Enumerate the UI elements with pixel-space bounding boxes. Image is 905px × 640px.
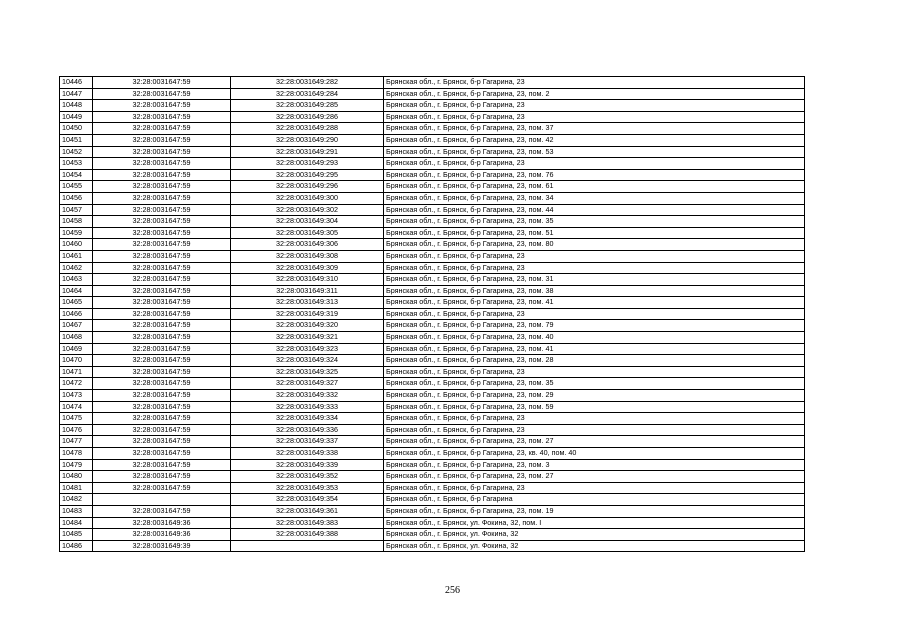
- cadastral-number-object: 32:28:0031649:296: [231, 181, 384, 193]
- table-row: [60, 192, 805, 204]
- cadastral-number-object: 32:28:0031649:323: [231, 343, 384, 355]
- row-number: 10486: [60, 540, 93, 552]
- cadastral-number-land: 32:28:0031647:59: [93, 181, 231, 193]
- cadastral-number-land: 32:28:0031647:59: [93, 274, 231, 286]
- address-cell: Брянская обл., г. Брянск, б-р Гагарина, 23, пом. 79: [384, 320, 805, 332]
- cadastral-number-object: 32:28:0031649:353: [231, 482, 384, 494]
- cadastral-number-land: 32:28:0031647:59: [93, 308, 231, 320]
- address-cell: Брянская обл., г. Брянск, б-р Гагарина, 23: [384, 308, 805, 320]
- cadastral-number-object: 32:28:0031649:286: [231, 111, 384, 123]
- table-row: [60, 448, 805, 460]
- cadastral-number-object: 32:28:0031649:293: [231, 158, 384, 170]
- cadastral-number-object: 32:28:0031649:333: [231, 401, 384, 413]
- cadastral-number-land: 32:28:0031647:59: [93, 111, 231, 123]
- table-row: [60, 274, 805, 286]
- address-cell: Брянская обл., г. Брянск, б-р Гагарина, 23, пом. 37: [384, 123, 805, 135]
- row-number: 10477: [60, 436, 93, 448]
- row-number: 10462: [60, 262, 93, 274]
- table-row: [60, 111, 805, 123]
- address-cell: Брянская обл., г. Брянск, б-р Гагарина, 23, кв. 40, пом. 40: [384, 448, 805, 460]
- address-cell: Брянская обл., г. Брянск, б-р Гагарина, 23: [384, 100, 805, 112]
- row-number: 10471: [60, 366, 93, 378]
- row-number: 10464: [60, 285, 93, 297]
- cadastral-number-object: 32:28:0031649:338: [231, 448, 384, 460]
- cadastral-number-object: 32:28:0031649:383: [231, 517, 384, 529]
- address-cell: Брянская обл., г. Брянск, б-р Гагарина, 23, пом. 76: [384, 169, 805, 181]
- cadastral-number-land: 32:28:0031649:36: [93, 529, 231, 541]
- cadastral-number-land: 32:28:0031649:36: [93, 517, 231, 529]
- cadastral-number-land: 32:28:0031647:59: [93, 216, 231, 228]
- table-row: [60, 355, 805, 367]
- cadastral-number-object: 32:28:0031649:282: [231, 77, 384, 89]
- table-row: [60, 216, 805, 228]
- address-cell: Брянская обл., г. Брянск, б-р Гагарина, 23, пом. 41: [384, 343, 805, 355]
- cadastral-number-land: 32:28:0031647:59: [93, 332, 231, 344]
- address-cell: Брянская обл., г. Брянск, б-р Гагарина, 23, пом. 35: [384, 378, 805, 390]
- cadastral-number-object: 32:28:0031649:308: [231, 250, 384, 262]
- address-cell: Брянская обл., г. Брянск, б-р Гагарина, 23, пом. 3: [384, 459, 805, 471]
- row-number: 10483: [60, 505, 93, 517]
- cadastral-number-object: 32:28:0031649:354: [231, 494, 384, 506]
- cadastral-number-land: 32:28:0031649:39: [93, 540, 231, 552]
- cadastral-number-land: 32:28:0031647:59: [93, 297, 231, 309]
- cadastral-number-land: 32:28:0031647:59: [93, 413, 231, 425]
- cadastral-number-land: 32:28:0031647:59: [93, 424, 231, 436]
- cadastral-number-object: 32:28:0031649:305: [231, 227, 384, 239]
- cadastral-number-land: 32:28:0031647:59: [93, 134, 231, 146]
- address-cell: Брянская обл., г. Брянск, б-р Гагарина, 23, пом. 51: [384, 227, 805, 239]
- row-number: 10448: [60, 100, 93, 112]
- address-cell: Брянская обл., г. Брянск, б-р Гагарина, 23, пом. 42: [384, 134, 805, 146]
- cadastral-number-object: 32:28:0031649:336: [231, 424, 384, 436]
- cadastral-number-land: 32:28:0031647:59: [93, 459, 231, 471]
- address-cell: Брянская обл., г. Брянск, б-р Гагарина, 23: [384, 250, 805, 262]
- table-row: [60, 134, 805, 146]
- table-row: [60, 297, 805, 309]
- table-row: [60, 366, 805, 378]
- address-cell: Брянская обл., г. Брянск, б-р Гагарина, 23: [384, 366, 805, 378]
- cadastral-number-land: 32:28:0031647:59: [93, 355, 231, 367]
- table-row: [60, 332, 805, 344]
- table-row: [60, 459, 805, 471]
- cadastral-table-body: [60, 77, 805, 552]
- cadastral-number-object: [231, 540, 384, 552]
- table-row: [60, 401, 805, 413]
- row-number: 10454: [60, 169, 93, 181]
- address-cell: Брянская обл., г. Брянск, ул. Фокина, 32: [384, 540, 805, 552]
- row-number: 10466: [60, 308, 93, 320]
- cadastral-number-object: 32:28:0031649:334: [231, 413, 384, 425]
- address-cell: Брянская обл., г. Брянск, б-р Гагарина, 23: [384, 111, 805, 123]
- row-number: 10485: [60, 529, 93, 541]
- cadastral-number-object: 32:28:0031649:339: [231, 459, 384, 471]
- cadastral-number-land: 32:28:0031647:59: [93, 471, 231, 483]
- table-row: [60, 308, 805, 320]
- cadastral-number-object: 32:28:0031649:300: [231, 192, 384, 204]
- cadastral-number-land: 32:28:0031647:59: [93, 482, 231, 494]
- page-number: 256: [445, 585, 460, 596]
- cadastral-number-land: 32:28:0031647:59: [93, 88, 231, 100]
- cadastral-number-land: 32:28:0031647:59: [93, 262, 231, 274]
- row-number: 10484: [60, 517, 93, 529]
- cadastral-number-land: 32:28:0031647:59: [93, 366, 231, 378]
- row-number: 10467: [60, 320, 93, 332]
- table-row: [60, 505, 805, 517]
- address-cell: Брянская обл., г. Брянск, б-р Гагарина, 23, пом. 80: [384, 239, 805, 251]
- cadastral-number-object: 32:28:0031649:306: [231, 239, 384, 251]
- table-row: [60, 424, 805, 436]
- address-cell: Брянская обл., г. Брянск, б-р Гагарина, 23, пом. 29: [384, 390, 805, 402]
- address-cell: Брянская обл., г. Брянск, ул. Фокина, 32, пом. I: [384, 517, 805, 529]
- cadastral-number-object: 32:28:0031649:324: [231, 355, 384, 367]
- cadastral-number-land: 32:28:0031647:59: [93, 169, 231, 181]
- cadastral-number-object: 32:28:0031649:285: [231, 100, 384, 112]
- address-cell: Брянская обл., г. Брянск, б-р Гагарина, 23, пом. 35: [384, 216, 805, 228]
- table-row: [60, 100, 805, 112]
- table-row: [60, 378, 805, 390]
- cadastral-number-object: 32:28:0031649:284: [231, 88, 384, 100]
- address-cell: Брянская обл., г. Брянск, б-р Гагарина, 23, пом. 31: [384, 274, 805, 286]
- row-number: 10449: [60, 111, 93, 123]
- table-row: [60, 77, 805, 89]
- row-number: 10460: [60, 239, 93, 251]
- row-number: 10458: [60, 216, 93, 228]
- row-number: 10459: [60, 227, 93, 239]
- row-number: 10470: [60, 355, 93, 367]
- row-number: 10455: [60, 181, 93, 193]
- row-number: 10478: [60, 448, 93, 460]
- row-number: 10472: [60, 378, 93, 390]
- cadastral-number-land: 32:28:0031647:59: [93, 378, 231, 390]
- row-number: 10468: [60, 332, 93, 344]
- row-number: 10479: [60, 459, 93, 471]
- table-row: [60, 204, 805, 216]
- row-number: 10469: [60, 343, 93, 355]
- cadastral-number-land: 32:28:0031647:59: [93, 250, 231, 262]
- cadastral-number-object: 32:28:0031649:295: [231, 169, 384, 181]
- address-cell: Брянская обл., г. Брянск, б-р Гагарина, 23: [384, 262, 805, 274]
- row-number: 10457: [60, 204, 93, 216]
- row-number: 10473: [60, 390, 93, 402]
- row-number: 10481: [60, 482, 93, 494]
- table-row: [60, 482, 805, 494]
- address-cell: Брянская обл., г. Брянск, б-р Гагарина, 23: [384, 158, 805, 170]
- cadastral-number-land: 32:28:0031647:59: [93, 227, 231, 239]
- table-row: [60, 320, 805, 332]
- cadastral-number-land: 32:28:0031647:59: [93, 204, 231, 216]
- cadastral-number-object: 32:28:0031649:302: [231, 204, 384, 216]
- row-number: 10446: [60, 77, 93, 89]
- cadastral-number-land: 32:28:0031647:59: [93, 158, 231, 170]
- row-number: 10475: [60, 413, 93, 425]
- address-cell: Брянская обл., г. Брянск, б-р Гагарина, 23, пом. 41: [384, 297, 805, 309]
- table-row: [60, 529, 805, 541]
- row-number: 10453: [60, 158, 93, 170]
- cadastral-table: [59, 76, 805, 552]
- row-number: 10463: [60, 274, 93, 286]
- row-number: 10480: [60, 471, 93, 483]
- table-row: [60, 123, 805, 135]
- table-row: [60, 436, 805, 448]
- cadastral-number-land: 32:28:0031647:59: [93, 505, 231, 517]
- cadastral-number-object: 32:28:0031649:320: [231, 320, 384, 332]
- row-number: 10447: [60, 88, 93, 100]
- table-row: [60, 471, 805, 483]
- cadastral-number-object: 32:28:0031649:321: [231, 332, 384, 344]
- address-cell: Брянская обл., г. Брянск, б-р Гагарина, 23, пом. 2: [384, 88, 805, 100]
- cadastral-number-land: 32:28:0031647:59: [93, 401, 231, 413]
- cadastral-number-object: 32:28:0031649:288: [231, 123, 384, 135]
- table-row: [60, 158, 805, 170]
- cadastral-number-land: 32:28:0031647:59: [93, 77, 231, 89]
- table-row: [60, 285, 805, 297]
- row-number: 10451: [60, 134, 93, 146]
- cadastral-number-land: 32:28:0031647:59: [93, 390, 231, 402]
- table-row: [60, 390, 805, 402]
- address-cell: Брянская обл., г. Брянск, б-р Гагарина: [384, 494, 805, 506]
- cadastral-number-land: [93, 494, 231, 506]
- cadastral-number-land: 32:28:0031647:59: [93, 320, 231, 332]
- address-cell: Брянская обл., г. Брянск, б-р Гагарина, 23, пом. 19: [384, 505, 805, 517]
- cadastral-number-object: 32:28:0031649:319: [231, 308, 384, 320]
- address-cell: Брянская обл., г. Брянск, б-р Гагарина, 23: [384, 413, 805, 425]
- cadastral-number-object: 32:28:0031649:388: [231, 529, 384, 541]
- row-number: 10476: [60, 424, 93, 436]
- address-cell: Брянская обл., г. Брянск, б-р Гагарина, 23, пом. 59: [384, 401, 805, 413]
- cadastral-number-object: 32:28:0031649:352: [231, 471, 384, 483]
- cadastral-number-object: 32:28:0031649:304: [231, 216, 384, 228]
- row-number: 10456: [60, 192, 93, 204]
- cadastral-number-land: 32:28:0031647:59: [93, 285, 231, 297]
- address-cell: Брянская обл., г. Брянск, б-р Гагарина, 23, пом. 27: [384, 436, 805, 448]
- address-cell: Брянская обл., г. Брянск, б-р Гагарина, 23: [384, 424, 805, 436]
- row-number: 10474: [60, 401, 93, 413]
- table-row: [60, 250, 805, 262]
- address-cell: Брянская обл., г. Брянск, б-р Гагарина, 23, пом. 44: [384, 204, 805, 216]
- cadastral-number-land: 32:28:0031647:59: [93, 192, 231, 204]
- cadastral-number-object: 32:28:0031649:327: [231, 378, 384, 390]
- row-number: 10465: [60, 297, 93, 309]
- cadastral-number-land: 32:28:0031647:59: [93, 436, 231, 448]
- table-row: [60, 540, 805, 552]
- table-row: [60, 343, 805, 355]
- cadastral-number-land: 32:28:0031647:59: [93, 146, 231, 158]
- row-number: 10461: [60, 250, 93, 262]
- row-number: 10452: [60, 146, 93, 158]
- address-cell: Брянская обл., г. Брянск, б-р Гагарина, 23, пом. 53: [384, 146, 805, 158]
- address-cell: Брянская обл., г. Брянск, б-р Гагарина, 23, пом. 61: [384, 181, 805, 193]
- row-number: 10450: [60, 123, 93, 135]
- address-cell: Брянская обл., г. Брянск, б-р Гагарина, 23, пом. 40: [384, 332, 805, 344]
- cadastral-number-land: 32:28:0031647:59: [93, 343, 231, 355]
- table-row: [60, 262, 805, 274]
- row-number: 10482: [60, 494, 93, 506]
- cadastral-number-object: 32:28:0031649:361: [231, 505, 384, 517]
- address-cell: Брянская обл., г. Брянск, б-р Гагарина, 23: [384, 77, 805, 89]
- cadastral-number-object: 32:28:0031649:332: [231, 390, 384, 402]
- cadastral-number-land: 32:28:0031647:59: [93, 239, 231, 251]
- address-cell: Брянская обл., г. Брянск, б-р Гагарина, 23, пом. 38: [384, 285, 805, 297]
- table-row: [60, 146, 805, 158]
- address-cell: Брянская обл., г. Брянск, б-р Гагарина, 23, пом. 34: [384, 192, 805, 204]
- table-row: [60, 169, 805, 181]
- table-row: [60, 413, 805, 425]
- address-cell: Брянская обл., г. Брянск, б-р Гагарина, 23, пом. 28: [384, 355, 805, 367]
- cadastral-number-object: 32:28:0031649:311: [231, 285, 384, 297]
- table-row: [60, 494, 805, 506]
- table-row: [60, 239, 805, 251]
- address-cell: Брянская обл., г. Брянск, б-р Гагарина, 23: [384, 482, 805, 494]
- table-row: [60, 181, 805, 193]
- cadastral-number-object: 32:28:0031649:325: [231, 366, 384, 378]
- cadastral-number-land: 32:28:0031647:59: [93, 100, 231, 112]
- cadastral-number-object: 32:28:0031649:290: [231, 134, 384, 146]
- table-row: [60, 517, 805, 529]
- address-cell: Брянская обл., г. Брянск, ул. Фокина, 32: [384, 529, 805, 541]
- cadastral-number-object: 32:28:0031649:291: [231, 146, 384, 158]
- cadastral-number-object: 32:28:0031649:337: [231, 436, 384, 448]
- table-row: [60, 227, 805, 239]
- address-cell: Брянская обл., г. Брянск, б-р Гагарина, 23, пом. 27: [384, 471, 805, 483]
- table-row: [60, 88, 805, 100]
- cadastral-number-object: 32:28:0031649:309: [231, 262, 384, 274]
- cadastral-number-object: 32:28:0031649:310: [231, 274, 384, 286]
- cadastral-number-object: 32:28:0031649:313: [231, 297, 384, 309]
- cadastral-number-land: 32:28:0031647:59: [93, 448, 231, 460]
- cadastral-number-land: 32:28:0031647:59: [93, 123, 231, 135]
